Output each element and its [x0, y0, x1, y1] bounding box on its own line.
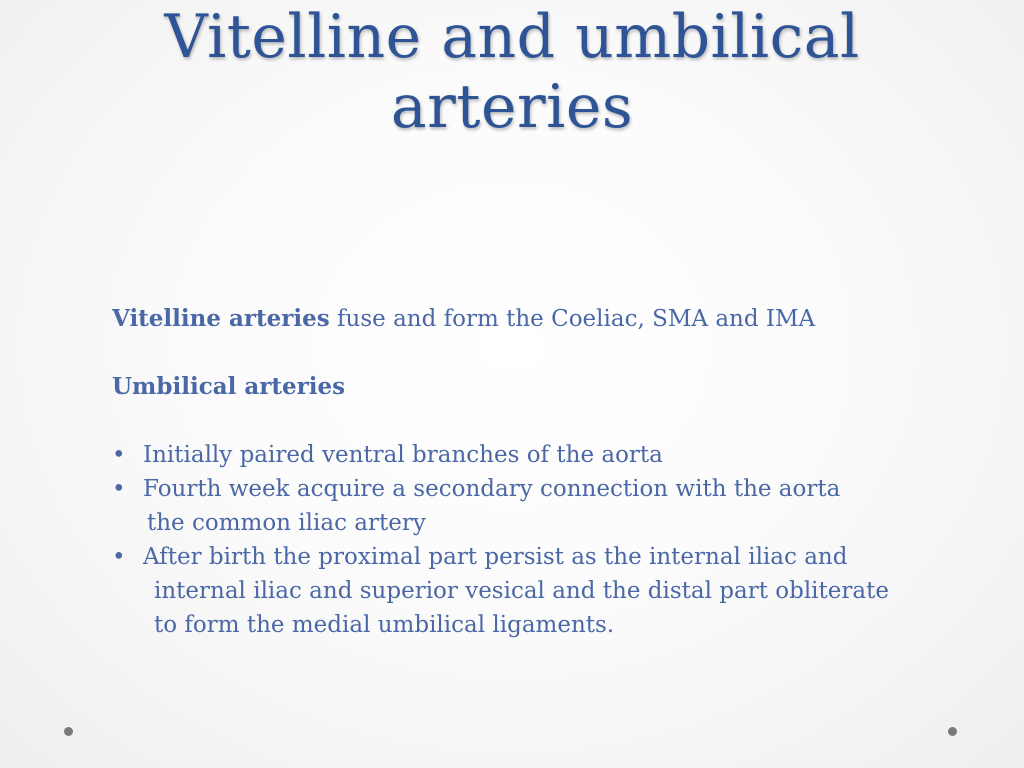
title-line-1: Vitelline and umbilical [164, 2, 860, 72]
slide-title [0, 2, 1024, 142]
decorative-dot-right [948, 727, 957, 736]
bullet-icon: • [112, 476, 126, 502]
umbilical-heading: Umbilical arteries [112, 373, 346, 400]
bullet-1-line-1: Initially paired ventral branches of the aorta [143, 442, 663, 468]
slide-body [112, 302, 972, 642]
bullet-3-line-1: After birth the proximal part persist as the internal iliac and [143, 544, 848, 570]
bullet-item-2 [112, 472, 972, 506]
spacer [112, 404, 972, 438]
bullet-2-line-2: the common iliac artery [147, 510, 426, 536]
bullet-icon: • [112, 544, 126, 570]
bullet-3-line-2: internal iliac and superior vesical and the distal part obliterate [154, 578, 889, 604]
bullet-2-line-1: Fourth week acquire a secondary connection with the aorta [143, 476, 841, 502]
bullet-item-1 [112, 438, 972, 472]
spacer [112, 336, 972, 370]
bullet-3-line-3: to form the medial umbilical ligaments. [154, 612, 615, 638]
vitelline-label: Vitelline arteries [112, 305, 330, 332]
title-line-2: arteries [390, 72, 634, 142]
bullet-icon: • [112, 442, 126, 468]
vitelline-text: fuse and form the Coeliac, SMA and IMA [329, 306, 816, 332]
bullet-item-3 [112, 540, 972, 574]
vitelline-paragraph [112, 302, 972, 336]
decorative-dot-left [64, 727, 73, 736]
